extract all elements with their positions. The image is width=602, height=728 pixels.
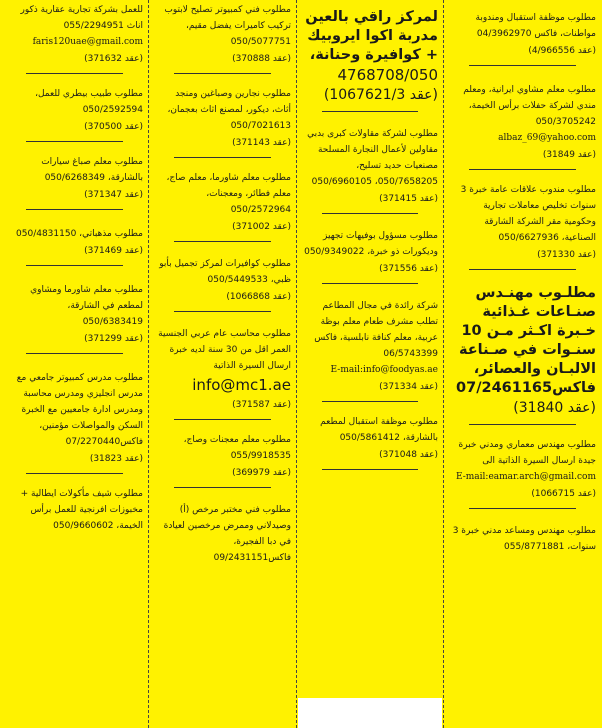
ad-text: مطلوب شيف مأكولات ايطالية + مخبوزات افرنجية للعمل برأس الخيمة، 050/9660602 (20, 489, 143, 531)
ad-email: faris120uae@gmail.com (32, 37, 143, 47)
ad-text: مطلوب لشركة مقاولات كبرى بدبي مقاولين لأعمال النجارة المسلحة مصنعيات حديد تسليح، 050/7658205، 050/6960105 (307, 129, 438, 187)
ad-reference: (371048 عقد) (379, 450, 438, 460)
ad-reference: (عقد 1067621/3) (323, 87, 438, 103)
ad-divider (26, 353, 123, 354)
ad-text: مطلوب معلم صباغ سيارات بالشارقة، 050/6268349 (41, 157, 143, 183)
ad-divider (26, 473, 123, 474)
ad-reference: (371415 عقد) (379, 194, 438, 204)
ad-text: مطلوب طبيب بيطري للعمل، 050/2592594 (35, 89, 143, 115)
column-3 (150, 0, 295, 728)
ad-divider (469, 508, 576, 509)
ad-reference: (31849 عقد) (542, 150, 596, 160)
ad-email: info@mc1.ae (192, 376, 291, 394)
ad-reference: (371002 عقد) (232, 222, 291, 232)
ad-reference: (1066868 عقد) (226, 292, 291, 302)
classified-ad (6, 268, 143, 356)
classified-ad (154, 422, 291, 490)
ad-divider (322, 401, 418, 402)
classified-ad (6, 144, 143, 212)
column-separator (443, 0, 444, 728)
classified-ad (6, 476, 143, 536)
ad-divider (26, 265, 123, 266)
ad-email: E-mail:info@foodyas.ae (330, 365, 438, 375)
column-2 (298, 0, 442, 728)
classified-ad-featured (302, 0, 438, 114)
ad-text: مطلوب فني كمبيوتر تصليح لابتوب تركيب كاميرات يفضل مقيم، 050/5077751 (164, 5, 291, 47)
ad-divider (322, 111, 418, 112)
ad-divider (26, 141, 123, 142)
classified-ad (449, 0, 596, 68)
ad-text: مطلوب نجارين وصباغين ومنجد أثاث، ديكور، لمصنع اثاث بعجمان، 050/7021613 (167, 89, 291, 131)
ad-text: مطلوب موظفة استقبال ومندوبة مواطنات، فاكس 04/3962970 (475, 13, 596, 39)
ad-reference: (371469 عقد) (84, 246, 143, 256)
classified-ad (154, 490, 291, 568)
ad-text: مطلوب كوافيرات لمركز تجميل بأبو ظبي، 050/5449533 (159, 259, 291, 285)
ad-divider (469, 424, 576, 425)
ad-divider (469, 65, 576, 66)
classified-ad (6, 212, 143, 268)
ad-divider (26, 209, 123, 210)
ad-reference: (371143 عقد) (232, 138, 291, 148)
ad-divider (322, 283, 418, 284)
classified-ad (154, 314, 291, 422)
ad-text: مطلوب مدرس كمبيوتر جامعي مع مدرس انجليزي ومدرس محاسبة ومدرس ادارة جامعيين مع الخبرة السكن والمواصلات مؤمنين، فاكس07/2270440 (16, 373, 143, 447)
ad-text: مطلوب مندوب علاقات عامة خبرة 3 سنوات تخليص معاملات تجارية وحكومية مقر الشركة الشارقة الصناعية، 050/6627936 (460, 185, 596, 243)
ad-reference: (31823 عقد) (89, 454, 143, 464)
ad-reference: (371587 عقد) (232, 400, 291, 410)
classified-ad (154, 244, 291, 314)
column-separator (148, 0, 149, 728)
ad-divider (174, 419, 271, 420)
ad-text: مطلوب موظفة استقبال لمطعم بالشارقة، 050/5861412 (320, 417, 438, 443)
classified-ad (6, 76, 143, 144)
ad-reference: (371299 عقد) (84, 334, 143, 344)
classified-ad (449, 511, 596, 557)
ad-text: شركة رائدة في مجال المطاعم تطلب مشرف طعام معلم بوظة عربية، معلم كنافة نابلسية، فاكس 06/5743399 (314, 301, 438, 359)
ad-reference: (1066715 عقد) (531, 489, 596, 499)
ad-divider (174, 157, 271, 158)
classified-ad (6, 356, 143, 476)
ad-text: مطلوب محاسب عام عربي الجنسية العمر اقل من 30 سنة لديه خبرة ارسال السيرة الذاتية (158, 329, 291, 371)
ad-reference: (371347 عقد) (84, 190, 143, 200)
classified-ad (302, 286, 438, 404)
ad-text: مطلوب معلم شاورما، معلم صاج، معلم فطائر، ومعجنات، 050/2572964 (166, 173, 291, 215)
ad-reference: (4/966556 عقد) (528, 46, 596, 56)
classified-ad (6, 0, 143, 76)
ad-text: مطلـوب مهنـدس صنـاعات غـذائية خـبرة اكـثر مـن 10 سنـوات في صـناعة الالبـان والعصائر، فاكس07/2461165 (456, 285, 596, 396)
classified-ad-featured (449, 272, 596, 427)
classified-ad (449, 68, 596, 172)
ad-text: مطلوب معلم مشاوي ايرانية، ومعلم مندي لشركة حفلات برأس الخيمة، 050/3705242 (463, 85, 596, 127)
ad-divider (174, 311, 271, 312)
classified-ad (449, 427, 596, 511)
ad-phone: 4768708/050 (337, 66, 438, 84)
column-separator (296, 0, 297, 728)
ad-email: albaz_69@yahoo.com (498, 133, 596, 143)
ad-text: لمركز راقي بالعين مدربة اكوا ايروبيك + كوافيرة وحنانة، (305, 9, 438, 63)
ad-text: مطلوب معلم شاورما ومشاوي لمطعم في الشارقة، 050/6383419 (30, 285, 143, 327)
ad-divider (174, 487, 271, 488)
ad-text: مطلوب مهندس ومساعد مدني خبرة 3 سنوات، 055/8771881 (452, 526, 596, 552)
blank-area (298, 698, 442, 728)
ad-text: مطلوب مهندس معماري ومدني خبرة جيدة ارسال السيرة الذاتية الى (458, 440, 596, 466)
ad-reference: (عقد 31840) (513, 400, 596, 416)
ad-reference: (371334 عقد) (379, 382, 438, 392)
classified-ad (154, 0, 291, 76)
ad-email: E-mail:eamar.arch@gmail.com (455, 472, 596, 482)
ad-divider (322, 213, 418, 214)
ad-reference: (370888 عقد) (232, 54, 291, 64)
ad-text: مطلوب مذهباتي، 050/4831150 (16, 229, 143, 239)
ad-reference: (369979 عقد) (232, 468, 291, 478)
column-4 (2, 0, 147, 728)
ad-divider (26, 73, 123, 74)
ad-text: مطلوب معلم معجنات وصاج، 055/9918535 (183, 435, 291, 461)
classified-ad (302, 404, 438, 472)
ad-text: مطلوب مسؤول بوفيهات تجهيز وديكورات ذو خبرة، 050/9349022 (304, 231, 438, 257)
ad-text: للعمل بشركة تجارية عقارية ذكور اناث 055/2294951 (20, 5, 143, 31)
ad-divider (469, 169, 576, 170)
classified-ad (154, 76, 291, 160)
ad-reference: (370500 عقد) (84, 122, 143, 132)
ad-divider (174, 241, 271, 242)
ad-reference: (371330 عقد) (537, 250, 596, 260)
classified-ad (449, 172, 596, 272)
ad-reference: (371556 عقد) (379, 264, 438, 274)
ad-text: مطلوب فني مختبر مرخص (أ) وصيدلاني وممرض مرخصين لعيادة في دبا الفجيرة، فاكس09/2431151 (163, 505, 291, 563)
column-1 (445, 0, 600, 728)
classified-ad (302, 216, 438, 286)
classified-ad (302, 114, 438, 216)
classified-ad (154, 160, 291, 244)
ad-divider (322, 469, 418, 470)
ad-reference: (371632 عقد) (84, 54, 143, 64)
ad-divider (469, 269, 576, 270)
ad-divider (174, 73, 271, 74)
